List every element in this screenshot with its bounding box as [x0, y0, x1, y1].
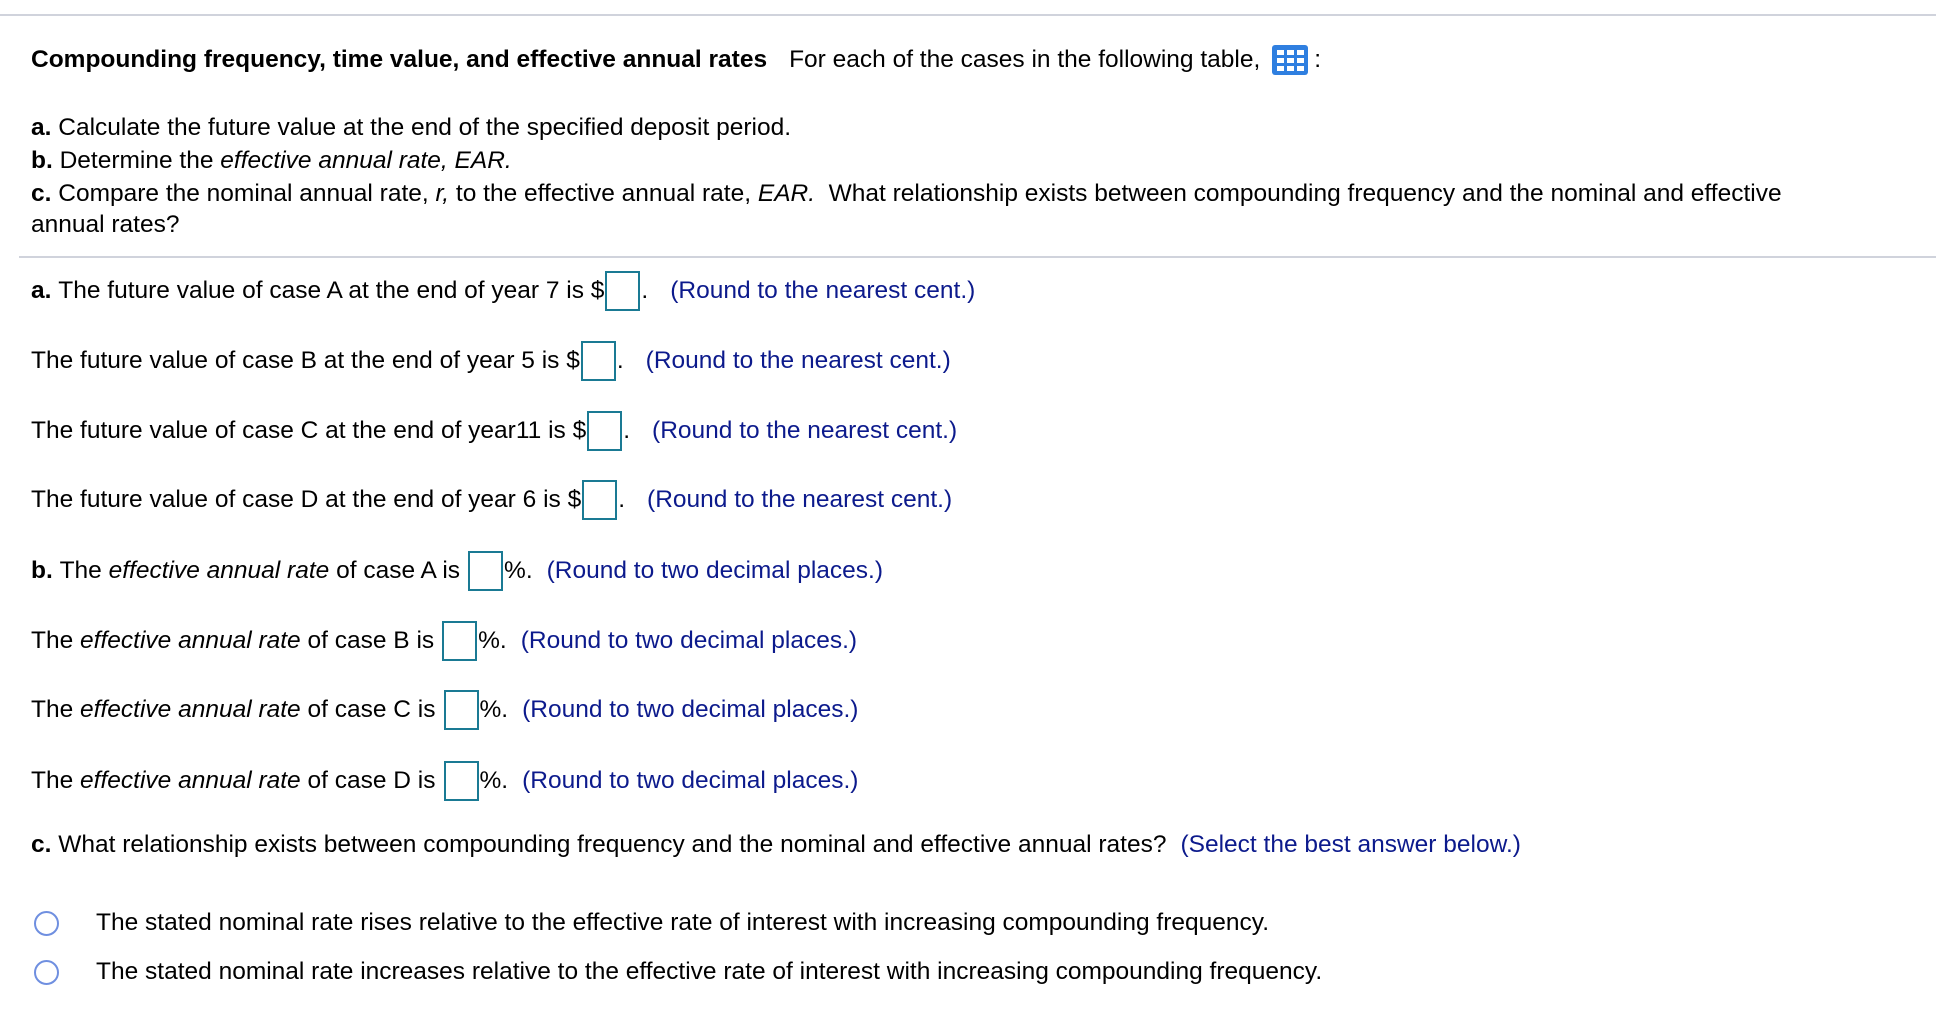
option-text[interactable]: The stated nominal rate rises relative to the effective rate of interest with increasing compounding frequency.	[96, 909, 1269, 936]
option-text[interactable]: The stated nominal rate increases relative to the effective rate of interest with increasing compounding frequency.	[96, 958, 1323, 985]
instruction-italic: r,	[435, 180, 450, 207]
punct: %.	[479, 767, 509, 794]
question-text: The	[59, 557, 109, 584]
instruction-text: Compare the nominal annual rate,	[58, 180, 436, 207]
table-grid-icon[interactable]	[1272, 45, 1308, 75]
part-label: c.	[31, 831, 52, 858]
rounding-hint: (Round to the nearest cent.)	[670, 277, 976, 304]
instruction-label: a.	[31, 114, 52, 141]
question-text: The	[31, 627, 81, 654]
punct: %.	[504, 557, 533, 584]
rounding-hint: (Round to two decimal places.)	[546, 557, 883, 584]
instruction-text: annual rates?	[31, 211, 180, 238]
question-italic: effective annual rate	[80, 696, 301, 723]
radio-button[interactable]	[34, 960, 59, 985]
section-divider	[19, 256, 1936, 258]
part-label: b.	[31, 557, 53, 584]
answer-row-a-case-b	[31, 341, 951, 381]
answer-row-a-case-d	[31, 480, 952, 520]
punct: .	[618, 486, 626, 513]
answer-input-fv-d[interactable]	[582, 480, 617, 520]
answer-row-b-case-a	[31, 551, 883, 591]
rounding-hint: (Round to the nearest cent.)	[652, 417, 958, 444]
problem-header	[31, 40, 1321, 80]
punct: %.	[478, 627, 507, 654]
instruction-italic: EAR.	[757, 180, 816, 207]
instruction-text: Determine the	[59, 147, 221, 174]
answer-row-b-case-b	[31, 621, 857, 661]
rounding-hint: (Round to the nearest cent.)	[645, 347, 951, 374]
question-text: The future value of case C at the end of year11 is $	[31, 417, 587, 444]
punct: .	[616, 347, 624, 374]
answer-input-ear-c[interactable]	[444, 690, 479, 730]
answer-input-fv-a[interactable]	[605, 271, 640, 311]
instruction-text: to the effective annual rate,	[449, 180, 758, 207]
question-text: What relationship exists between compounding frequency and the nominal and effective annual rates?	[58, 831, 1167, 858]
instruction-italic: effective annual rate, EAR.	[220, 147, 512, 174]
problem-intro: For each of the cases in the following table,	[789, 46, 1261, 73]
question-text: of case D is	[300, 767, 436, 794]
punct: .	[641, 277, 649, 304]
instruction-c	[31, 174, 1782, 214]
question-text: The future value of case B at the end of year 5 is $	[31, 347, 580, 374]
rounding-hint: (Round to the nearest cent.)	[647, 486, 953, 513]
instruction-text: Calculate the future value at the end of the specified deposit period.	[58, 114, 792, 141]
rounding-hint: (Round to two decimal places.)	[522, 696, 859, 723]
question-italic: effective annual rate	[80, 627, 301, 654]
instruction-text: What relationship exists between compounding frequency and the nominal and effective	[815, 180, 1782, 207]
question-text: of case A is	[329, 557, 461, 584]
part-c-question	[31, 825, 1521, 865]
answer-row-a-case-a	[31, 271, 975, 311]
answer-option-1[interactable]	[31, 903, 1269, 943]
part-label: a.	[31, 277, 52, 304]
question-text: of case C is	[300, 696, 436, 723]
question-text: The future value of case A at the end of year 7 is $	[58, 277, 605, 304]
answer-input-fv-b[interactable]	[581, 341, 616, 381]
rounding-hint: (Round to two decimal places.)	[522, 767, 859, 794]
question-text: of case B is	[300, 627, 435, 654]
answer-row-a-case-c	[31, 411, 957, 451]
answer-input-ear-d[interactable]	[444, 761, 479, 801]
problem-title: Compounding frequency, time value, and effective annual rates	[31, 46, 768, 73]
answer-row-b-case-c	[31, 690, 858, 730]
punct: %.	[479, 696, 509, 723]
answer-input-fv-c[interactable]	[587, 411, 622, 451]
answer-input-ear-b[interactable]	[442, 621, 477, 661]
instruction-label: c.	[31, 180, 52, 207]
question-text: The	[31, 696, 81, 723]
answer-option-2[interactable]	[31, 952, 1322, 992]
question-italic: effective annual rate	[108, 557, 330, 584]
colon: :	[1314, 46, 1322, 73]
question-italic: effective annual rate	[80, 767, 301, 794]
radio-button[interactable]	[34, 911, 59, 936]
instruction-label: b.	[31, 147, 53, 174]
question-text: The	[31, 767, 81, 794]
question-text: The future value of case D at the end of year 6 is $	[31, 486, 582, 513]
answer-input-ear-a[interactable]	[468, 551, 503, 591]
top-divider	[0, 14, 1936, 16]
instruction-c-cont	[31, 205, 179, 245]
select-hint: (Select the best answer below.)	[1180, 831, 1521, 858]
rounding-hint: (Round to two decimal places.)	[520, 627, 858, 654]
answer-row-b-case-d	[31, 761, 858, 801]
punct: .	[623, 417, 631, 444]
